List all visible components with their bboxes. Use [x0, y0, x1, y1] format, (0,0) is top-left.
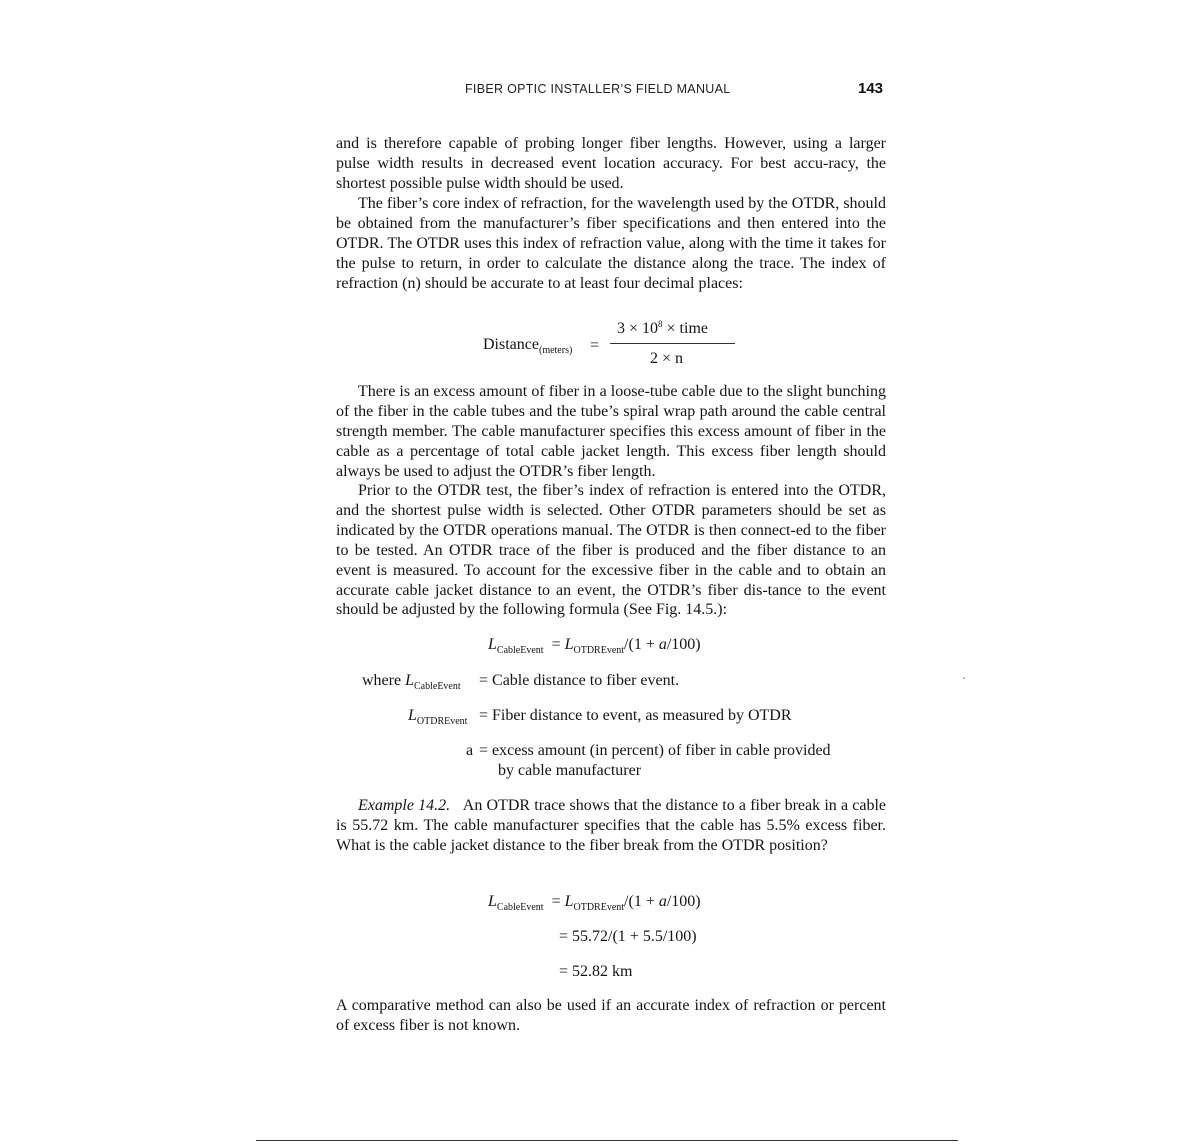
definition-cable-event-text: = Cable distance to fiber event. — [479, 672, 680, 689]
paragraph-excess-fiber — [336, 382, 886, 482]
definition-a-label: a — [466, 742, 474, 759]
definition-otdr-event-label: $L_{OTDREvent}$ — [408, 707, 468, 727]
distance-formula-lhs: Distance$_{(meters)}$ — [483, 336, 573, 356]
solution-step-2: = 55.72/(1 + 5.5/100) — [559, 928, 697, 945]
paragraph-excess-fiber-text: There is an excess amount of fiber in a loose-tube cable due to the slight bunching of the fiber in the cable tubes and the tube’s spiral wrap path around the cable central strength member. The cable manufacturer specifies this excess amount of fiber in the cable as a percentage of total cable jacket length. This excess fiber length should always be used to adjust the OTDR’s fiber length. — [336, 383, 886, 480]
scan-speck — [963, 677, 965, 679]
example-text: An OTDR trace shows that the distance to a fiber break in a cable is 55.72 km. The cable manufacturer specifies that the cable has 5.5% excess fiber. What is the cable jacket distance to the fiber break from the OTDR position? — [336, 797, 887, 854]
cable-event-formula: $L_{CableEvent} = L_{OTDREvent}/(1 + a/100)$ — [488, 636, 701, 656]
paragraph-comparative-method: A comparative method can also be used if an accurate index of refraction or percent of excess fiber is not known. — [336, 997, 886, 1034]
example-paragraph — [336, 796, 886, 856]
paragraph-otdr-test — [336, 481, 886, 620]
distance-formula-denominator: 2 × n — [650, 350, 684, 367]
solution-step-1: $L_{CableEvent} = L_{OTDREvent}/(1 + a/100)$ — [488, 893, 701, 913]
running-header-title: FIBER OPTIC INSTALLER’S FIELD MANUAL — [465, 82, 731, 96]
paragraph-index-of-refraction — [336, 194, 886, 294]
page-number: 143 — [858, 80, 884, 97]
paragraph-otdr-test-text: Prior to the OTDR test, the fiber’s index of refraction is entered into the OTDR, and the shortest pulse width is selected. Other OTDR parameters should be set as indicated by the OTDR operations manual. The OTDR is then connect-ed to the fiber to be tested. An OTDR trace of the fiber is produced and the fiber distance to an event is measured. To account for the excessive fiber in the cable and to obtain an accurate cable jacket distance to an event, the OTDR’s fiber dis-tance to the event should be adjusted by the following formula (See Fig. 14.5.): — [336, 482, 886, 619]
definition-cable-event-label: where $L_{CableEvent}$ — [362, 672, 461, 692]
solution-step-3: = 52.82 km — [559, 963, 633, 980]
example-label: Example 14.2. — [358, 797, 451, 814]
fraction-bar — [610, 343, 735, 344]
distance-formula-equals: = — [590, 337, 600, 354]
definition-otdr-event-text: = Fiber distance to event, as measured by OTDR — [479, 707, 792, 724]
paragraph-pulse-width: and is therefore capable of probing longer fiber lengths. However, using a larger pulse width results in decreased event location accuracy. For best accu-racy, the shortest possible pulse width should be used. — [336, 135, 886, 192]
distance-formula-numerator: $3 \times 10^8$ × time — [617, 319, 708, 337]
definition-a-line2: by cable manufacturer — [498, 762, 642, 779]
paragraph-index-of-refraction-text: The fiber’s core index of refraction, for the wavelength used by the OTDR, should be obtained from the manufacturer’s fiber specifications and then entered into the OTDR. The OTDR uses this index of refraction value, along with the time it takes for the pulse to return, in order to calculate the distance along the trace. The index of refraction (n) should be accurate to at least four decimal places: — [336, 195, 886, 292]
page-bottom-edge — [256, 1140, 958, 1141]
definition-a-line1: = excess amount (in percent) of fiber in cable provided — [479, 742, 831, 759]
